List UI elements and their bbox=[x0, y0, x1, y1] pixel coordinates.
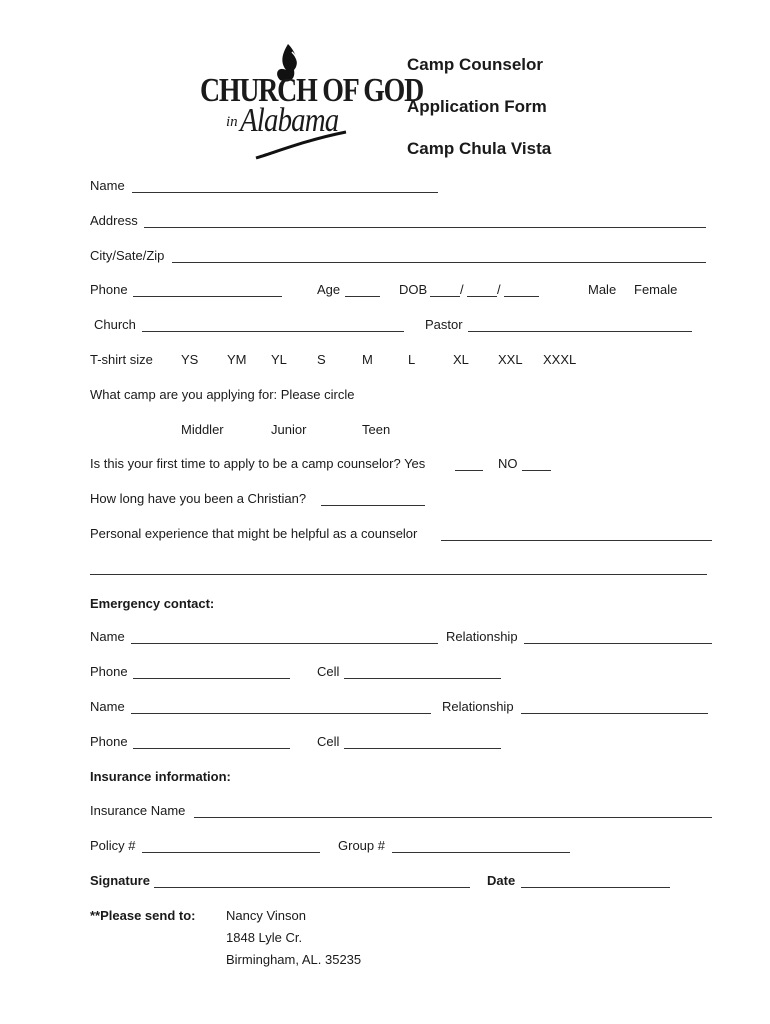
dob-separator: / bbox=[497, 282, 501, 297]
experience-field-line-2[interactable] bbox=[90, 574, 707, 575]
dob-month-field[interactable] bbox=[430, 296, 460, 297]
emergency-phone-label: Phone bbox=[90, 734, 128, 749]
dob-day-field[interactable] bbox=[467, 296, 497, 297]
dob-separator: / bbox=[460, 282, 464, 297]
name-label: Name bbox=[90, 178, 125, 193]
emergency-name-field-1[interactable] bbox=[131, 643, 438, 644]
tshirt-label: T-shirt size bbox=[90, 352, 153, 367]
send-to-label: **Please send to: bbox=[90, 908, 196, 923]
emergency-phone-field-1[interactable] bbox=[133, 678, 290, 679]
emergency-cell-label: Cell bbox=[317, 664, 340, 679]
first-time-yes-field[interactable] bbox=[455, 470, 483, 471]
form-title-3: Camp Chula Vista bbox=[407, 139, 552, 158]
first-time-question: Is this your first time to apply to be a camp counselor? Yes bbox=[90, 456, 426, 471]
emergency-heading: Emergency contact: bbox=[90, 596, 215, 611]
city-label: City/Sate/Zip bbox=[90, 248, 165, 263]
emergency-cell-label: Cell bbox=[317, 734, 340, 749]
christian-question: How long have you been a Christian? bbox=[90, 491, 307, 506]
experience-field[interactable] bbox=[441, 540, 712, 541]
emergency-phone-label: Phone bbox=[90, 664, 128, 679]
emergency-cell-field-1[interactable] bbox=[344, 678, 501, 679]
camp-option-teen[interactable]: Teen bbox=[362, 422, 391, 437]
relationship-field-2[interactable] bbox=[521, 713, 708, 714]
logo-state-text: Alabama bbox=[240, 102, 339, 139]
tshirt-size-option[interactable]: YS bbox=[181, 352, 199, 367]
church-label: Church bbox=[94, 317, 136, 332]
tshirt-size-option[interactable]: S bbox=[317, 352, 326, 367]
address-field[interactable] bbox=[144, 227, 706, 228]
group-label: Group # bbox=[338, 838, 385, 853]
age-field[interactable] bbox=[345, 296, 380, 297]
emergency-name-label: Name bbox=[90, 699, 125, 714]
dob-year-field[interactable] bbox=[504, 296, 539, 297]
camp-option-middler[interactable]: Middler bbox=[181, 422, 224, 437]
tshirt-size-option[interactable]: YM bbox=[227, 352, 247, 367]
dob-label: DOB bbox=[399, 282, 428, 297]
tshirt-size-option[interactable]: L bbox=[408, 352, 416, 367]
form-title-2: Application Form bbox=[407, 97, 547, 116]
emergency-name-label: Name bbox=[90, 629, 125, 644]
send-to-city: Birmingham, AL. 35235 bbox=[226, 952, 362, 967]
tshirt-size-option[interactable]: YL bbox=[271, 352, 287, 367]
tshirt-size-option[interactable]: XXXL bbox=[543, 352, 577, 367]
insurance-name-label: Insurance Name bbox=[90, 803, 186, 818]
age-label: Age bbox=[317, 282, 341, 297]
form-title-1: Camp Counselor bbox=[407, 55, 544, 74]
male-option[interactable]: Male bbox=[588, 282, 617, 297]
first-time-no-label: NO bbox=[498, 456, 518, 471]
insurance-name-field[interactable] bbox=[194, 817, 712, 818]
experience-question: Personal experience that might be helpful as a counselor bbox=[90, 526, 418, 541]
relationship-label: Relationship bbox=[446, 629, 518, 644]
pastor-field[interactable] bbox=[468, 331, 692, 332]
tshirt-size-option[interactable]: M bbox=[362, 352, 373, 367]
church-field[interactable] bbox=[142, 331, 404, 332]
logo-main-text: CHURCH OF GOD bbox=[200, 72, 424, 109]
group-field[interactable] bbox=[392, 852, 570, 853]
emergency-name-field-2[interactable] bbox=[131, 713, 431, 714]
female-option[interactable]: Female bbox=[634, 282, 678, 297]
policy-label: Policy # bbox=[90, 838, 136, 853]
name-field[interactable] bbox=[132, 192, 438, 193]
relationship-label: Relationship bbox=[442, 699, 514, 714]
send-to-name: Nancy Vinson bbox=[226, 908, 306, 923]
signature-field[interactable] bbox=[154, 887, 470, 888]
address-label: Address bbox=[90, 213, 138, 228]
phone-label: Phone bbox=[90, 282, 128, 297]
signature-label: Signature bbox=[90, 873, 150, 888]
emergency-phone-field-2[interactable] bbox=[133, 748, 290, 749]
city-field[interactable] bbox=[172, 262, 706, 263]
camp-option-junior[interactable]: Junior bbox=[271, 422, 307, 437]
christian-field[interactable] bbox=[321, 505, 425, 506]
policy-field[interactable] bbox=[142, 852, 320, 853]
logo-in-text: in bbox=[226, 114, 238, 130]
tshirt-size-option[interactable]: XL bbox=[453, 352, 469, 367]
pastor-label: Pastor bbox=[425, 317, 463, 332]
date-field[interactable] bbox=[521, 887, 670, 888]
first-time-no-field[interactable] bbox=[522, 470, 551, 471]
tshirt-size-option[interactable]: XXL bbox=[498, 352, 523, 367]
relationship-field-1[interactable] bbox=[524, 643, 712, 644]
emergency-cell-field-2[interactable] bbox=[344, 748, 501, 749]
camp-question: What camp are you applying for: Please circle bbox=[90, 387, 355, 402]
phone-field[interactable] bbox=[133, 296, 282, 297]
date-label: Date bbox=[487, 873, 516, 888]
insurance-heading: Insurance information: bbox=[90, 769, 231, 784]
send-to-street: 1848 Lyle Cr. bbox=[226, 930, 303, 945]
